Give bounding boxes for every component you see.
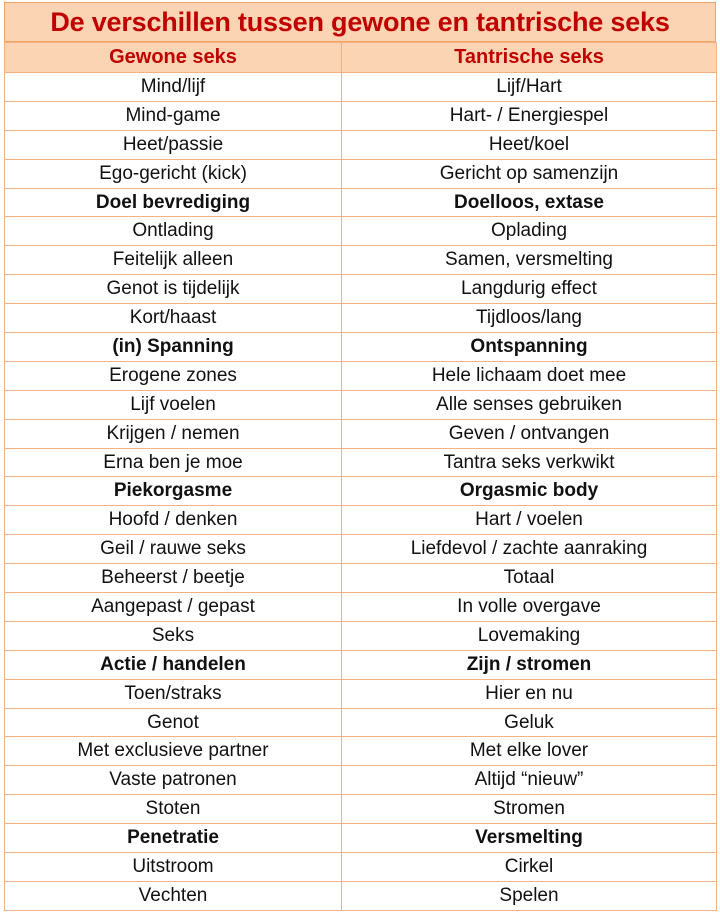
cell-tantrische-seks: Liefdevol / zachte aanraking	[342, 535, 717, 564]
table-row	[5, 390, 717, 419]
table-row	[5, 506, 717, 535]
cell-tantrische-seks: Cirkel	[342, 853, 717, 882]
cell-gewone-seks: Mind-game	[5, 101, 342, 130]
table-row	[5, 621, 717, 650]
table-body	[5, 73, 717, 911]
table-row	[5, 217, 717, 246]
cell-gewone-seks: (in) Spanning	[5, 333, 342, 362]
cell-gewone-seks: Seks	[5, 621, 342, 650]
table-row	[5, 881, 717, 910]
cell-gewone-seks: Geil / rauwe seks	[5, 535, 342, 564]
cell-tantrische-seks: Gericht op samenzijn	[342, 159, 717, 188]
cell-tantrische-seks: In volle overgave	[342, 593, 717, 622]
cell-tantrische-seks: Tantra seks verkwikt	[342, 448, 717, 477]
table-row	[5, 73, 717, 102]
table-row	[5, 246, 717, 275]
cell-tantrische-seks: Heet/koel	[342, 130, 717, 159]
cell-gewone-seks: Toen/straks	[5, 679, 342, 708]
table-row	[5, 188, 717, 217]
cell-gewone-seks: Genot	[5, 708, 342, 737]
table-row	[5, 159, 717, 188]
cell-gewone-seks: Vaste patronen	[5, 766, 342, 795]
cell-tantrische-seks: Altijd “nieuw”	[342, 766, 717, 795]
cell-tantrische-seks: Zijn / stromen	[342, 650, 717, 679]
cell-tantrische-seks: Orgasmic body	[342, 477, 717, 506]
cell-gewone-seks: Ego-gericht (kick)	[5, 159, 342, 188]
title-banner	[4, 2, 716, 42]
cell-tantrische-seks: Hele lichaam doet mee	[342, 361, 717, 390]
table-row	[5, 564, 717, 593]
cell-gewone-seks: Penetratie	[5, 824, 342, 853]
cell-tantrische-seks: Spelen	[342, 881, 717, 910]
cell-tantrische-seks: Hier en nu	[342, 679, 717, 708]
cell-tantrische-seks: Geluk	[342, 708, 717, 737]
table-row	[5, 419, 717, 448]
table-row	[5, 477, 717, 506]
cell-gewone-seks: Actie / handelen	[5, 650, 342, 679]
cell-gewone-seks: Genot is tijdelijk	[5, 275, 342, 304]
cell-gewone-seks: Beheerst / beetje	[5, 564, 342, 593]
cell-gewone-seks: Ontlading	[5, 217, 342, 246]
column-header-tantrische-seks: Tantrische seks	[342, 43, 717, 73]
cell-tantrische-seks: Stromen	[342, 795, 717, 824]
cell-gewone-seks: Lijf voelen	[5, 390, 342, 419]
table-row	[5, 535, 717, 564]
table-row	[5, 275, 717, 304]
table-row	[5, 304, 717, 333]
cell-tantrische-seks: Doelloos, extase	[342, 188, 717, 217]
table-row	[5, 448, 717, 477]
cell-tantrische-seks: Lijf/Hart	[342, 73, 717, 102]
cell-gewone-seks: Mind/lijf	[5, 73, 342, 102]
table-row	[5, 795, 717, 824]
table-row	[5, 130, 717, 159]
cell-tantrische-seks: Hart / voelen	[342, 506, 717, 535]
table-row	[5, 361, 717, 390]
cell-gewone-seks: Doel bevrediging	[5, 188, 342, 217]
page-title: De verschillen tussen gewone en tantrische seks	[50, 6, 670, 37]
table-row	[5, 650, 717, 679]
column-header-gewone-seks: Gewone seks	[5, 43, 342, 73]
cell-tantrische-seks: Samen, versmelting	[342, 246, 717, 275]
table-row	[5, 679, 717, 708]
cell-gewone-seks: Uitstroom	[5, 853, 342, 882]
cell-tantrische-seks: Langdurig effect	[342, 275, 717, 304]
table-row	[5, 101, 717, 130]
cell-gewone-seks: Piekorgasme	[5, 477, 342, 506]
cell-gewone-seks: Krijgen / nemen	[5, 419, 342, 448]
cell-gewone-seks: Kort/haast	[5, 304, 342, 333]
cell-tantrische-seks: Totaal	[342, 564, 717, 593]
table-row	[5, 766, 717, 795]
cell-gewone-seks: Aangepast / gepast	[5, 593, 342, 622]
table-row	[5, 853, 717, 882]
cell-tantrische-seks: Tijdloos/lang	[342, 304, 717, 333]
cell-tantrische-seks: Met elke lover	[342, 737, 717, 766]
cell-tantrische-seks: Hart- / Energiespel	[342, 101, 717, 130]
table-header-row	[5, 43, 717, 73]
table-row	[5, 824, 717, 853]
cell-gewone-seks: Erna ben je moe	[5, 448, 342, 477]
cell-tantrische-seks: Geven / ontvangen	[342, 419, 717, 448]
table-row	[5, 333, 717, 362]
cell-gewone-seks: Hoofd / denken	[5, 506, 342, 535]
table-row	[5, 593, 717, 622]
cell-gewone-seks: Feitelijk alleen	[5, 246, 342, 275]
table-row	[5, 708, 717, 737]
comparison-table	[4, 42, 717, 911]
cell-gewone-seks: Met exclusieve partner	[5, 737, 342, 766]
cell-gewone-seks: Heet/passie	[5, 130, 342, 159]
cell-tantrische-seks: Ontspanning	[342, 333, 717, 362]
cell-gewone-seks: Vechten	[5, 881, 342, 910]
cell-gewone-seks: Erogene zones	[5, 361, 342, 390]
cell-tantrische-seks: Lovemaking	[342, 621, 717, 650]
cell-tantrische-seks: Oplading	[342, 217, 717, 246]
cell-gewone-seks: Stoten	[5, 795, 342, 824]
cell-tantrische-seks: Alle senses gebruiken	[342, 390, 717, 419]
cell-tantrische-seks: Versmelting	[342, 824, 717, 853]
table-row	[5, 737, 717, 766]
